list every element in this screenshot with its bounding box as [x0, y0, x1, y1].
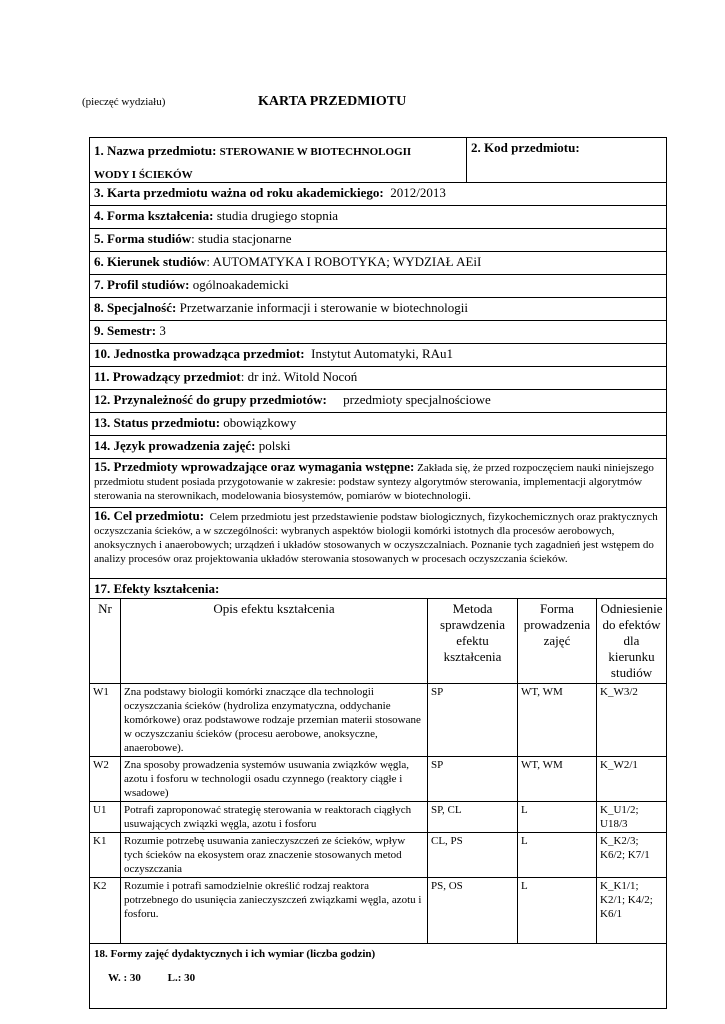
prerequisites-label: 15. Przedmioty wprowadzające oraz wymagania wstępne: — [94, 459, 415, 474]
education-form-label: 4. Forma kształcenia: — [94, 208, 214, 223]
row-education-form — [90, 206, 666, 229]
row-number: U1 — [90, 802, 121, 833]
field-of-study-value: : AUTOMATYKA I ROBOTYKA; WYDZIAŁ AEiI — [206, 254, 482, 269]
row-form: L — [518, 833, 597, 878]
column-header: Forma prowadzenia zajęć — [518, 599, 597, 684]
table-row — [90, 833, 666, 878]
row-study-form — [90, 229, 666, 252]
row-reference: K_W3/2 — [597, 684, 667, 757]
unit-value: Instytut Automatyki, RAu1 — [311, 346, 454, 361]
course-group-label: 12. Przynależność do grupy przedmiotów: — [94, 392, 327, 407]
course-name-label: 1. Nazwa przedmiotu: — [94, 143, 217, 158]
education-form-value: studia drugiego stopnia — [216, 208, 339, 223]
course-name-value-2: WODY I ŚCIEKÓW — [94, 169, 193, 181]
study-profile-value: ogólnoakademicki — [192, 277, 289, 292]
column-header: Metoda sprawdzenia efektu kształcenia — [428, 599, 518, 684]
row-language — [90, 436, 666, 459]
lecturer-label: 11. Prowadzący przedmiot — [94, 369, 241, 384]
row-method: SP — [428, 684, 518, 757]
row-reference: K_W2/1 — [597, 757, 667, 802]
faculty-stamp-label: (pieczęć wydziału) — [82, 96, 166, 108]
row-description: Rozumie i potrafi samodzielnie określić rodzaj reaktora potrzebnego do usunięcia zanieczyszczeń związkami węgla, azotu i fosforu. — [121, 878, 428, 944]
prerequisites-value: Zakłada się, że przed rozpoczęciem nauki niniejszego przedmiotu student posiada przygotowanie w zakresie: podstaw syntezy algorytmów sterowania, implementacji algorytmów sterowania na sterownikach, modelowania biosystemów, pomiarów w biotechnologii. — [94, 462, 654, 502]
course-code-label: 2. Kod przedmiotu: — [471, 140, 580, 155]
status-value: obowiązkowy — [223, 415, 297, 430]
lab-hours: L.: 30 — [167, 972, 196, 984]
row-unit — [90, 344, 666, 367]
lecturer-value: : dr inż. Witold Nocoń — [240, 369, 358, 384]
course-code-cell — [467, 138, 666, 182]
row-method: SP, CL — [428, 802, 518, 833]
row-number: W1 — [90, 684, 121, 757]
document-title: KARTA PRZEDMIOTU — [258, 94, 407, 109]
row-reference: K_K1/1; K2/1; K4/2; K6/1 — [597, 878, 667, 944]
column-header: Opis efektu kształcenia — [121, 599, 428, 684]
row-valid-year — [90, 183, 666, 206]
valid-year-label: 3. Karta przedmiotu ważna od roku akademickiego: — [94, 185, 384, 200]
course-goal-value: Celem przedmiotu jest przedstawienie podstaw biologicznych, fizykochemicznych oraz praktycznych oczyszczania ścieków, a w szczególności: wybranych aspektów biologii komórki istotnych dla procesów aerobowych, anoksycznych i anaerobowych; urządzeń i układów stosowanych w oczyszczalniach. Poznanie tych zagadnień jest wstępem do analizy procesów oraz projektowania układów sterowania stosowanych w procesach oczyszczania ścieków. — [94, 511, 658, 565]
course-card-form — [89, 137, 667, 1009]
column-header: Odniesienie do efektów dla kierunku studiów — [597, 599, 667, 684]
row-specialization — [90, 298, 666, 321]
semester-value: 3 — [159, 323, 166, 338]
row-method: PS, OS — [428, 878, 518, 944]
row-reference: K_U1/2; U18/3 — [597, 802, 667, 833]
learning-outcomes-table — [90, 599, 666, 944]
field-of-study-label: 6. Kierunek studiów — [94, 254, 207, 269]
table-row — [90, 878, 666, 944]
row-reference: K_K2/3; K6/2; K7/1 — [597, 833, 667, 878]
status-label: 13. Status przedmiotu: — [94, 415, 221, 430]
class-forms-label: 18. Formy zajęć dydaktycznych i ich wymiar (liczba godzin) — [94, 948, 376, 960]
study-form-label: 5. Forma studiów — [94, 231, 192, 246]
class-forms-hours — [94, 970, 662, 986]
row-description: Zna podstawy biologii komórki znaczące dla technologii oczyszczania ścieków (hydroliza enzymatyczna, oddychanie komórkowe) oraz podstawowe rodzaje przemian materii stosowane w oczyszczaniu ścieków (procesu aerobowe, anoksyczne, anaerobowe). — [121, 684, 428, 757]
row-semester — [90, 321, 666, 344]
study-form-value: : studia stacjonarne — [191, 231, 292, 246]
learning-outcomes-label: 17. Efekty kształcenia: — [94, 581, 220, 596]
course-name-value-1: STEROWANIE W BIOTECHNOLOGII — [219, 146, 412, 158]
study-profile-label: 7. Profil studiów: — [94, 277, 190, 292]
unit-label: 10. Jednostka prowadząca przedmiot: — [94, 346, 305, 361]
row-course-goal — [90, 508, 666, 579]
table-row — [90, 757, 666, 802]
table-row — [90, 802, 666, 833]
row-description: Potrafi zaproponować strategię sterowania w reaktorach ciągłych usuwających związki węgla, azotu i fosforu — [121, 802, 428, 833]
language-value: polski — [258, 438, 291, 453]
row-learning-outcomes — [90, 579, 666, 599]
row-form: WT, WM — [518, 684, 597, 757]
row-class-forms — [90, 944, 666, 1009]
row-course-group — [90, 390, 666, 413]
table-header-row — [90, 599, 666, 684]
row-course-name-code — [90, 138, 666, 183]
page-header — [82, 94, 642, 114]
row-description: Rozumie potrzebę usuwania zanieczyszczeń ze ścieków, wpływ tych ścieków na ekosystem oraz znaczenie stosowanych metod oczyszczania — [121, 833, 428, 878]
valid-year-value: 2012/2013 — [390, 185, 446, 200]
row-number: K1 — [90, 833, 121, 878]
column-header: Nr — [90, 599, 121, 684]
row-study-profile — [90, 275, 666, 298]
specialization-value: Przetwarzanie informacji i sterowanie w biotechnologii — [179, 300, 469, 315]
row-status — [90, 413, 666, 436]
language-label: 14. Język prowadzenia zajęć: — [94, 438, 256, 453]
row-method: CL, PS — [428, 833, 518, 878]
row-description: Zna sposoby prowadzenia systemów usuwania związków węgla, azotu i fosforu w technologii osadu czynnego (reaktory ciągłe i wsadowe) — [121, 757, 428, 802]
lecture-hours: W. : 30 — [108, 972, 141, 984]
row-number: K2 — [90, 878, 121, 944]
row-field-of-study — [90, 252, 666, 275]
row-number: W2 — [90, 757, 121, 802]
course-goal-label: 16. Cel przedmiotu: — [94, 508, 205, 523]
course-group-value: przedmioty specjalnościowe — [343, 392, 491, 407]
row-form: L — [518, 802, 597, 833]
row-lecturer — [90, 367, 666, 390]
course-name-cell — [90, 138, 467, 182]
semester-label: 9. Semestr: — [94, 323, 157, 338]
row-form: WT, WM — [518, 757, 597, 802]
row-method: SP — [428, 757, 518, 802]
table-row — [90, 684, 666, 757]
row-prerequisites — [90, 459, 666, 508]
specialization-label: 8. Specjalność: — [94, 300, 177, 315]
row-form: L — [518, 878, 597, 944]
